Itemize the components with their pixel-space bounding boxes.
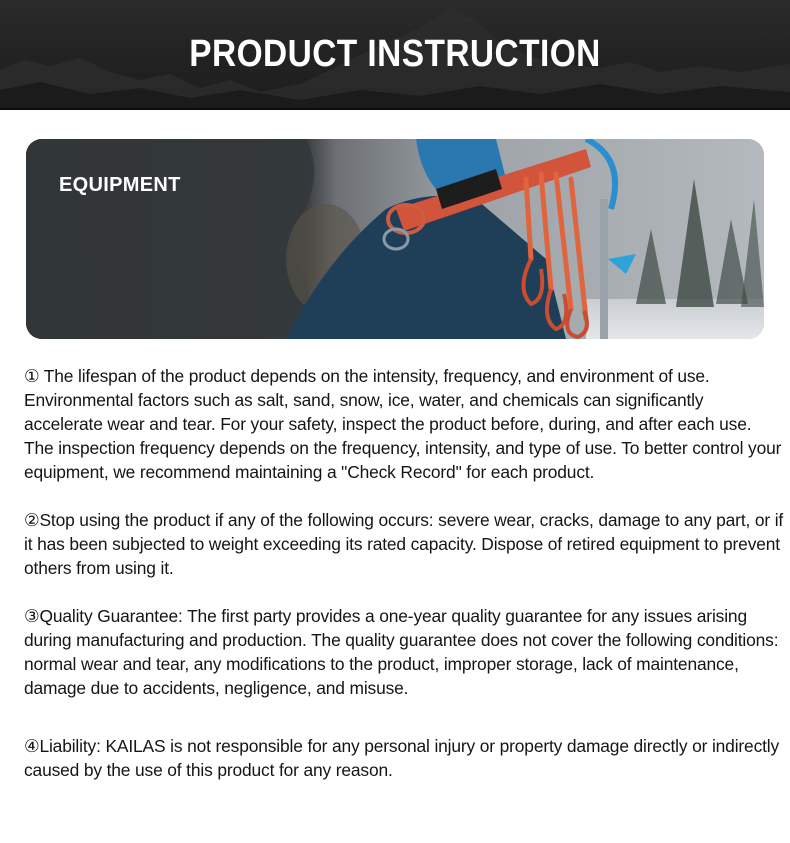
page-header bbox=[0, 0, 790, 110]
page-title: PRODUCT INSTRUCTION bbox=[189, 33, 601, 75]
banner-label: EQUIPMENT bbox=[59, 174, 181, 196]
equipment-banner bbox=[26, 139, 764, 339]
instruction-item-lifespan: ① The lifespan of the product depends on the intensity, frequency, and environment of use. Environmental factors such as salt, sand, snow, ice, water, and chemicals can significantly accelerate wear and tear. For your safety, inspect the product before, during, and after each use. The inspection frequency depends on the frequency, intensity, and type of use. To better control your equipment, we recommend maintaining a "Check Record" for each product. bbox=[24, 366, 782, 482]
instruction-item-liability: ④Liability: KAILAS is not responsible for any personal injury or property damage directly or indirectly caused by the use of this product for any reason. bbox=[24, 736, 780, 780]
climber-harness-image-icon bbox=[26, 139, 764, 339]
instructions-list bbox=[24, 364, 784, 782]
instruction-item-stop-using: ②Stop using the product if any of the following occurs: severe wear, cracks, damage to any part, or if it has been subjected to weight exceeding its rated capacity. Dispose of retired equipment to prevent others from using it. bbox=[24, 510, 784, 578]
header-divider bbox=[0, 108, 790, 110]
instruction-item-quality-guarantee: ③Quality Guarantee: The first party provides a one-year quality guarantee for any issues arising during manufacturing and production. The quality guarantee does not cover the following conditions: normal wear and tear, any modifications to the product, improper storage, lack of maintenance, damage due to accidents, negligence, and misuse. bbox=[24, 606, 779, 698]
